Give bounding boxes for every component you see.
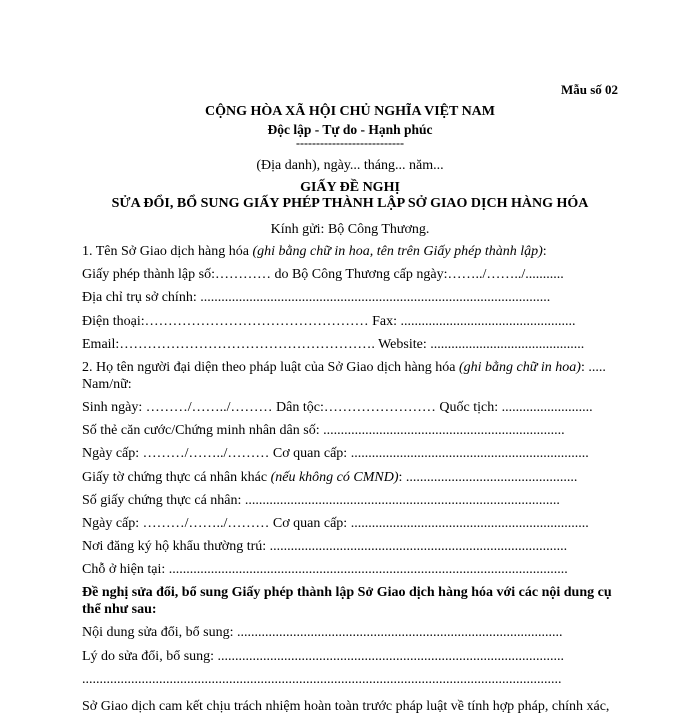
id-number-field: Số thẻ căn cước/Chứng minh nhân dân số: ..................................................................... [82,423,565,439]
license-field: Giấy phép thành lập số:………… do Bộ Công Thương cấp ngày:……../……../........... [82,267,564,283]
address-field: Địa chỉ trụ sở chính: .................................................................................................... [82,290,551,306]
section1-heading [82,240,622,263]
document-subtitle: SỬA ĐỔI, BỔ SUNG GIẤY PHÉP THÀNH LẬP SỞ GIAO DỊCH HÀNG HÓA [111,196,589,212]
birth-field: Sinh ngày: ………/……../……… Dân tộc:…………………… Quốc tịch: .......................... [82,399,593,415]
email-website-field: Email:………………………………………………. Website: ............................................ [82,336,585,352]
section2-heading-text: 2. Họ tên người đại diện theo pháp luật của Sở Giao dịch hàng hóa [82,359,459,375]
commitment-text: Sở Giao dịch cam kết chịu trách nhiệm hoàn toàn trước pháp luật về tính hợp pháp, chính xác, [82,699,610,714]
other-id-note: (nếu không có CMND) [270,469,399,485]
section1-heading-note: (ghi bằng chữ in hoa, tên trên Giấy phép thành lập) [252,244,543,259]
other-id-issue-field: Ngày cấp: ………/……../……… Cơ quan cấp: .................................................................... [82,515,589,531]
section1-heading-text: 1. Tên Sở Giao dịch hàng hóa [82,244,253,259]
phone-fax-field: Điện thoại:………………………………………… Fax: .................................................. [82,313,576,329]
residence-field: Chỗ ở hiện tại: .................................................................................................................. [82,562,568,578]
document-body [82,240,622,718]
section2-heading-end: : ..... Nam/nữ: [82,359,606,392]
other-id-number-field: Số giấy chứng thực cá nhân: .......................................................................................... [82,492,560,508]
section1-heading-end: : [542,244,547,259]
other-id-end: : ................................................. [398,469,578,485]
amendment-content-field: Nội dung sửa đổi, bổ sung: ............................................................................................. [82,625,563,641]
form-number: Mẫu số 02 [560,82,618,97]
id-issue-field: Ngày cấp: ………/……../……… Cơ quan cấp: .................................................................... [82,446,589,462]
other-id-field [82,466,622,489]
other-id-label: Giấy tờ chứng thực cá nhân khác [82,469,271,485]
section3-heading: Đề nghị sửa đổi, bổ sung Giấy phép thành lập Sở Giao dịch hàng hóa với các nội dung cụ thể như sau: [82,585,612,618]
place-date: (Địa danh), ngày... tháng... năm... [256,157,444,173]
motto-divider: --------------------------- [296,135,404,150]
motto: Độc lập - Tự do - Hạnh phúc [267,121,433,137]
document-header [0,104,700,239]
blank-dotted-line: ......................................................................................................................................... [82,671,562,687]
nation-title: CỘNG HÒA XÃ HỘI CHỦ NGHĨA VIỆT NAM [204,104,495,119]
section2-heading-note: (ghi bằng chữ in hoa) [458,359,581,375]
household-field: Nơi đăng ký hộ khẩu thường trú: ..................................................................................... [82,539,568,555]
amendment-reason-field: Lý do sửa đổi, bổ sung: ................................................................................................... [82,648,565,664]
document-title: GIẤY ĐỀ NGHỊ [300,179,400,195]
recipient: Kính gửi: Bộ Công Thương. [270,222,430,238]
section2-heading [82,356,622,396]
